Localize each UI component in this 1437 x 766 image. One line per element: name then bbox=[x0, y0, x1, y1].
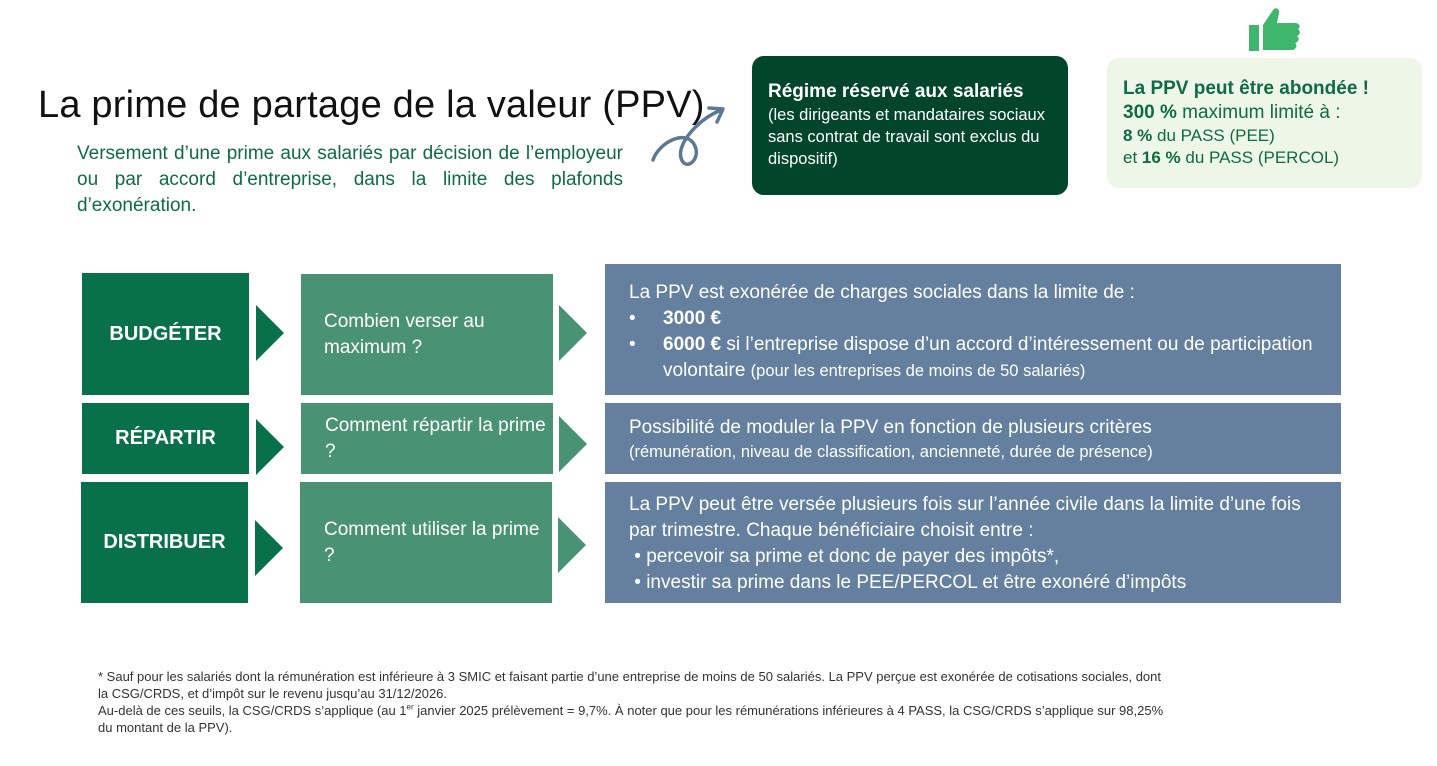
desc-repartir-line-1: Possibilité de moduler la PPV en fonction de plusieurs critères bbox=[629, 417, 1152, 438]
abondement-line-3: et 16 % du PASS (PERCOL) bbox=[1123, 148, 1340, 167]
page-subtitle: Versement d’une prime aux salariés par décision de l’employeur ou par accord d’entreprise, dans la limite des plafonds d’exonération. bbox=[77, 143, 623, 216]
chevron-right-icon bbox=[256, 419, 284, 475]
chevron-right-icon bbox=[256, 305, 284, 361]
abondement-line-2: 8 % du PASS (PEE) bbox=[1123, 126, 1275, 145]
desc-budgeter-bullet-1: • 3000 € bbox=[629, 308, 722, 329]
desc-repartir-line-2: (rémunération, niveau de classification, ancienneté, durée de présence) bbox=[629, 443, 1153, 461]
regime-heading: Régime réservé aux salariés bbox=[768, 81, 1024, 102]
desc-budgeter bbox=[605, 264, 1341, 395]
question-distribuer: Comment utiliser la prime ? bbox=[300, 482, 552, 603]
desc-distribuer-bullet-2: • investir sa prime dans le PEE/PERCOL et être exonéré d’impôts bbox=[629, 572, 1187, 593]
footnote bbox=[98, 668, 1168, 736]
step-distribuer: DISTRIBUER bbox=[81, 482, 248, 603]
desc-budgeter-intro: La PPV est exonérée de charges sociales dans la limite de : bbox=[629, 282, 1135, 303]
page-title: La prime de partage de la valeur (PPV) bbox=[38, 84, 705, 126]
desc-distribuer bbox=[605, 482, 1341, 603]
abondement-heading: La PPV peut être abondée ! bbox=[1123, 78, 1369, 99]
chevron-right-icon bbox=[558, 517, 586, 573]
question-budgeter: Combien verser au maximum ? bbox=[301, 274, 553, 395]
desc-repartir bbox=[605, 403, 1341, 474]
chevron-right-icon bbox=[255, 520, 283, 576]
curly-arrow-icon bbox=[645, 100, 735, 175]
desc-distribuer-bullet-1: • percevoir sa prime et donc de payer des impôts*, bbox=[629, 546, 1060, 567]
footnote-line-1: * Sauf pour les salariés dont la rémunération est inférieure à 3 SMIC et faisant partie d’une entreprise de moins de 50 salariés. La PPV perçue est exonérée de cotisations sociales, dont la CSG/CRDS, et d’impôt sur le revenu jusqu’au 31/12/2026. bbox=[98, 669, 1161, 701]
step-budgeter: BUDGÉTER bbox=[82, 273, 249, 395]
regime-box bbox=[752, 56, 1068, 195]
chevron-right-icon bbox=[559, 305, 587, 361]
abondement-line-1: 300 % maximum limité à : bbox=[1123, 102, 1341, 123]
question-repartir: Comment répartir la prime ? bbox=[301, 403, 553, 474]
abondement-box bbox=[1107, 58, 1422, 188]
step-repartir: RÉPARTIR bbox=[82, 403, 249, 474]
regime-text: (les dirigeants et mandataires sociaux sans contrat de travail sont exclus du dispositif) bbox=[768, 106, 1045, 168]
footnote-line-2: Au-delà de ces seuils, la CSG/CRDS s’applique (au 1er janvier 2025 prélèvement = 9,7%. À noter que pour les rémunérations inférieures à 4 PASS, la CSG/CRDS s’applique sur 98,25% du montant de la PPV). bbox=[98, 702, 1164, 735]
chevron-right-icon bbox=[559, 416, 587, 472]
desc-budgeter-bullet-2: • 6000 € si l’entreprise dispose d’un accord d’intéressement ou de participation volontaire (pour les entreprises de moins de 50 salariés) bbox=[629, 334, 1313, 381]
thumbs-up-icon bbox=[1247, 6, 1303, 54]
desc-distribuer-intro: La PPV peut être versée plusieurs fois sur l’année civile dans la limite d’une fois par trimestre. Chaque bénéficiaire choisit entre : bbox=[629, 494, 1301, 541]
